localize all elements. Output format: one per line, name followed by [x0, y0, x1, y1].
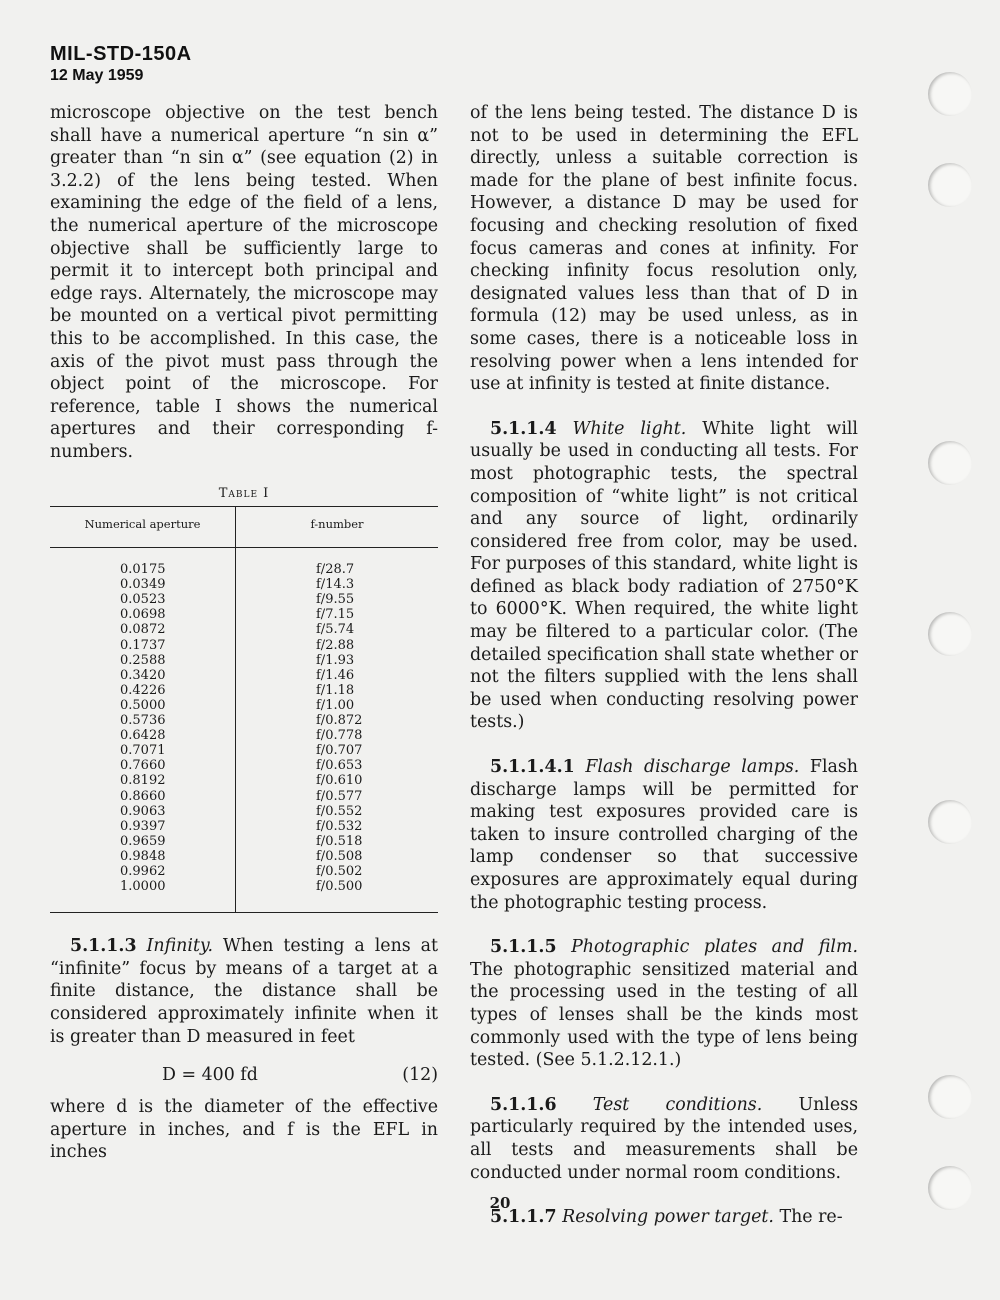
- table-title: Table I: [218, 485, 270, 501]
- numerical-aperture-cell: 0.0523: [50, 592, 236, 607]
- f-number-cell: f/0.552: [316, 803, 363, 819]
- numerical-aperture-cell: 0.6428: [50, 728, 236, 743]
- section-5-1-1-4-1: 5.1.1.4.1 Flash discharge lamps. Flash discharge lamps will be permitted for making test exposures provided care is taken to insure controlled charging of the lamp condenser so that successive exposures are approximately equal during the photographic testing process.: [470, 757, 859, 913]
- numerical-aperture-cell: 0.7071: [50, 743, 236, 758]
- f-number-cell: f/0.500: [236, 879, 439, 913]
- table-row: [50, 638, 438, 653]
- f-number-cell: f/0.518: [316, 833, 363, 849]
- section-title: Flash discharge lamps.: [585, 757, 800, 778]
- numerical-aperture-cell: 0.9848: [50, 849, 236, 864]
- section-title: Photographic plates and film.: [571, 937, 858, 958]
- table-row: [50, 592, 438, 607]
- section-title: Resolving power target.: [562, 1207, 774, 1228]
- table-row: [50, 864, 438, 879]
- table-row: [50, 548, 438, 578]
- f-number-cell: f/0.532: [316, 818, 363, 834]
- numerical-aperture-cell: 0.1737: [50, 638, 236, 653]
- table-row: [50, 758, 438, 773]
- numerical-aperture-cell: 0.5736: [50, 713, 236, 728]
- f-number-cell: f/14.3: [316, 577, 355, 593]
- document-date: 12 May 1959: [50, 67, 144, 84]
- binder-hole: [928, 612, 972, 656]
- binder-hole: [928, 441, 972, 485]
- f-number-cell: f/0.872: [316, 713, 363, 729]
- f-number-cell: f/28.7: [316, 562, 355, 578]
- continued-text: of the lens being tested. The distance D is not to be used in determining the EFL directly, unless a suitable correction is made for the plane of best infinite focus. However, a distance D may be used for focusing and checking resolution of fixed focus cameras and cones at infinity. For checking infinity focus resolution only, designated values less than that of D in formula (12) may be used unless, as in some cases, there is a noticeable loss in resolving power when a lens intended for use at infinity is tested at finite distance.: [470, 103, 858, 395]
- f-number-cell: f/5.74: [316, 622, 355, 638]
- section-5-1-1-4: 5.1.1.4 White light. White light will usually be used in conducting all tests. For most photographic tests, the spectral composition of “white light” is not critical and any source of light, ordinarily considered free from color, may be used. For purposes of this standard, white light is defined as black body radiation of 2750°K to 6000°K. When required, the white light may be filtered to a particular color. (The detailed specification shall state whether or not the filters supplied with the lens shall be used when conducting resolving power tests.): [470, 418, 858, 733]
- numerical-aperture-cell: 0.9962: [50, 864, 236, 879]
- binder-hole: [928, 1166, 972, 1210]
- binder-hole: [928, 800, 972, 844]
- table-row: [50, 607, 438, 622]
- f-number-cell: f/0.610: [316, 773, 363, 789]
- numerical-aperture-cell: 0.2588: [50, 653, 236, 668]
- after-equation-text: where d is the diameter of the effective aperture in inches, and f is the EFL in inches: [50, 1097, 438, 1163]
- numerical-aperture-cell: 0.3420: [50, 668, 236, 683]
- table-row: [50, 879, 438, 913]
- f-number-cell: f/7.15: [316, 607, 355, 623]
- numerical-aperture-cell: 0.8192: [50, 773, 236, 788]
- table-row: [50, 819, 438, 834]
- section-title: Test conditions.: [592, 1094, 763, 1115]
- f-number-cell: f/0.508: [316, 848, 363, 864]
- f-number-cell: f/1.93: [316, 652, 355, 668]
- numerical-aperture-cell: 0.0872: [50, 622, 236, 637]
- table-row: [50, 668, 438, 683]
- intro-paragraph: microscope objective on the test bench shall have a numerical aperture “n sin α” greater than “n sin α” (see equation (2) in 3.2.2) of the lens being tested. When examining the edge of the field of a lens, the numerical aperture of the microscope objective shall be sufficiently large to permit it to intercept both principal and edge rays. Alternately, the microscope may be mounted on a vertical pivot permitting this to be accomplished. In this case, the axis of the pivot must pass through the object point of the microscope. For reference, table I shows the numerical apertures and their corresponding f-numbers.: [50, 103, 438, 462]
- numerical-aperture-cell: 0.0698: [50, 607, 236, 622]
- f-number-cell: f/1.18: [316, 682, 355, 698]
- table-row: [50, 653, 438, 668]
- table-row: [50, 804, 438, 819]
- f-number-cell: f/0.653: [316, 758, 363, 774]
- document-header: [50, 42, 192, 86]
- page-number: 20: [489, 1194, 511, 1212]
- section-5-1-1-7: 5.1.1.7 Resolving power target. The re-: [490, 1207, 843, 1228]
- column-header-f-number: f-number: [236, 506, 439, 548]
- right-column: [470, 102, 858, 1229]
- binder-hole: [928, 1075, 972, 1119]
- aperture-table-body: [50, 548, 438, 913]
- binder-hole: [928, 163, 972, 207]
- section-5-1-1-6: 5.1.1.6 Test conditions. Unless particularly required by the intended uses, all tests and measurements shall be conducted under normal room conditions.: [470, 1094, 859, 1183]
- section-title: White light.: [572, 418, 687, 439]
- table-row: [50, 577, 438, 592]
- section-5-1-1-5: 5.1.1.5 Photographic plates and film. The photographic sensitized material and the processing used in the testing of all types of lenses shall be the kinds most commonly used with the type of lens being tested. (See 5.1.2.12.1.): [470, 937, 858, 1071]
- section-title: Infinity.: [146, 936, 213, 957]
- table-row: [50, 713, 438, 728]
- document-id: MIL-STD-150A: [50, 43, 192, 65]
- numerical-aperture-cell: 0.7660: [50, 758, 236, 773]
- f-number-cell: f/0.707: [316, 743, 363, 759]
- f-number-cell: f/2.88: [316, 637, 355, 653]
- table-row: [50, 698, 438, 713]
- equation-12: [50, 1056, 438, 1096]
- numerical-aperture-cell: 0.4226: [50, 683, 236, 698]
- equation-number: (12): [402, 1065, 438, 1086]
- f-number-cell: f/0.577: [316, 788, 363, 804]
- table-row: [50, 849, 438, 864]
- table-row: [50, 789, 438, 804]
- table-row: [50, 622, 438, 637]
- numerical-aperture-cell: 1.0000: [50, 879, 236, 913]
- equation-formula: D = 400 fd: [162, 1065, 258, 1086]
- table-row: [50, 834, 438, 849]
- numerical-aperture-cell: 0.9063: [50, 804, 236, 819]
- numerical-aperture-cell: 0.9397: [50, 819, 236, 834]
- f-number-cell: f/1.00: [316, 697, 355, 713]
- numerical-aperture-cell: 0.0175: [50, 548, 236, 578]
- numerical-aperture-cell: 0.8660: [50, 789, 236, 804]
- table-row: [50, 728, 438, 743]
- f-number-cell: f/0.502: [316, 863, 363, 879]
- table-row: [50, 773, 438, 788]
- numerical-aperture-cell: 0.5000: [50, 698, 236, 713]
- f-number-cell: f/9.55: [316, 592, 355, 608]
- binder-hole: [928, 72, 972, 116]
- table-row: [50, 683, 438, 698]
- left-column: [50, 102, 438, 1164]
- section-5-1-1-3: 5.1.1.3 Infinity. When testing a lens at “infinite” focus by means of a target at a finite distance, the distance shall be considered approximately infinite when it is greater than D measured in feet: [50, 936, 438, 1047]
- numerical-aperture-cell: 0.0349: [50, 577, 236, 592]
- column-header-numerical-aperture: Numerical aperture: [50, 506, 236, 548]
- f-number-cell: f/0.778: [316, 728, 363, 744]
- f-number-cell: f/1.46: [316, 667, 355, 683]
- table-row: [50, 743, 438, 758]
- aperture-table: [50, 506, 438, 914]
- numerical-aperture-cell: 0.9659: [50, 834, 236, 849]
